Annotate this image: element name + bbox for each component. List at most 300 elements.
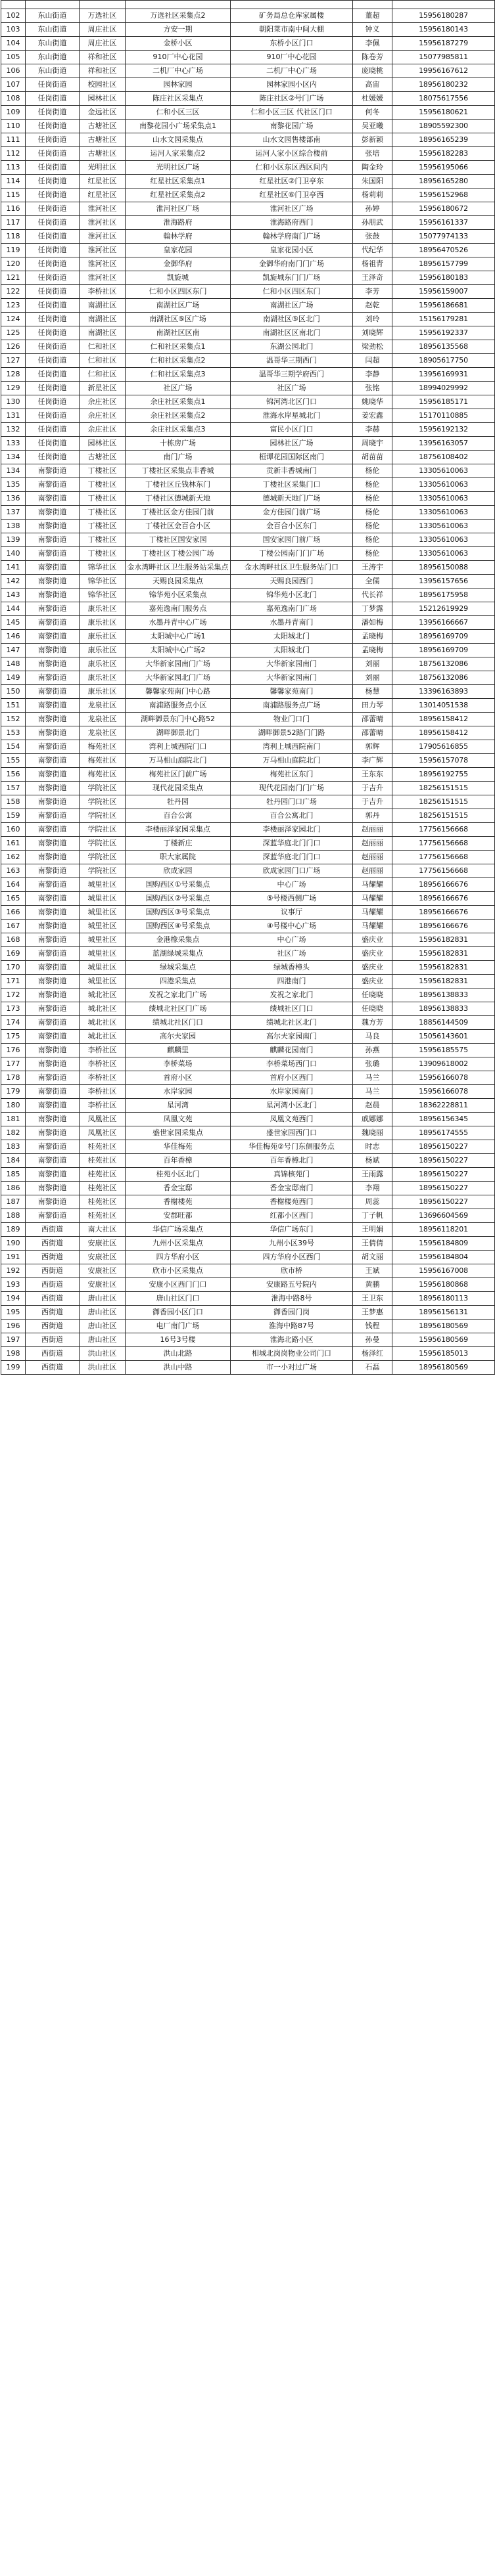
- cell-location: 朝阳菜市南中间大棚: [231, 23, 353, 37]
- cell-phone: 18956156131: [392, 1306, 495, 1320]
- cell-point: 牡丹园: [126, 795, 231, 809]
- cell-no: 146: [1, 630, 26, 644]
- cell-empty: [353, 1, 392, 9]
- cell-community: 梅苑社区: [80, 768, 126, 782]
- cell-street: 南黎街道: [26, 933, 80, 947]
- cell-point: 910厂中心花园: [126, 51, 231, 64]
- cell-community: 李桥社区: [80, 1057, 126, 1071]
- cell-no: 128: [1, 368, 26, 382]
- cell-point: 南黎花园小广场采集点1: [126, 120, 231, 133]
- cell-phone: 15956161337: [392, 216, 495, 230]
- cell-contact: 朱国阳: [353, 175, 392, 189]
- table-row: [1, 354, 495, 368]
- cell-phone: 18756132086: [392, 657, 495, 671]
- cell-no: 151: [1, 699, 26, 713]
- cell-location: 四方华府小区西门: [231, 1251, 353, 1264]
- cell-street: 南黎街道: [26, 1057, 80, 1071]
- cell-street: 任岗街道: [26, 285, 80, 299]
- cell-point: 水墨丹青中心广场: [126, 616, 231, 630]
- table-row: [1, 92, 495, 106]
- cell-street: 任岗街道: [26, 106, 80, 120]
- cell-contact: 于吉升: [353, 795, 392, 809]
- cell-community: 李桥社区: [80, 285, 126, 299]
- cell-contact: 姜宏鑫: [353, 409, 392, 423]
- cell-street: 西街道: [26, 1264, 80, 1278]
- cell-phone: 18256151515: [392, 782, 495, 795]
- cell-phone: 18956150227: [392, 1195, 495, 1209]
- cell-point: 李桥菜场: [126, 1057, 231, 1071]
- cell-location: 百年香樟北门: [231, 1154, 353, 1168]
- table-row: [1, 1237, 495, 1251]
- cell-point: 16号3号楼: [126, 1333, 231, 1347]
- cell-point: 淮海路府: [126, 216, 231, 230]
- cell-street: 南黎街道: [26, 878, 80, 892]
- cell-point: 李楼丽泽家园采集点: [126, 823, 231, 837]
- table-row: [1, 147, 495, 161]
- cell-community: 桂苑社区: [80, 1209, 126, 1223]
- cell-community: 康乐社区: [80, 630, 126, 644]
- cell-phone: 15956180287: [392, 9, 495, 23]
- cell-point: 香金宝邸: [126, 1182, 231, 1195]
- table-row: [1, 602, 495, 616]
- cell-community: 红星社区: [80, 175, 126, 189]
- cell-location: ④号楼中心广场: [231, 920, 353, 933]
- table-row: [1, 244, 495, 257]
- cell-point: 九州小区采集点: [126, 1237, 231, 1251]
- cell-no: 183: [1, 1140, 26, 1154]
- cell-contact: 戚娜娜: [353, 1113, 392, 1126]
- cell-phone: 15956195066: [392, 161, 495, 175]
- cell-contact: 杨伦: [353, 520, 392, 533]
- cell-no: 167: [1, 920, 26, 933]
- cell-point: 仁和小区四区东门: [126, 285, 231, 299]
- cell-phone: 15956180569: [392, 1333, 495, 1347]
- cell-point: 洪山北路: [126, 1347, 231, 1361]
- cell-point: 电厂南门广场: [126, 1320, 231, 1333]
- cell-phone: 15956184809: [392, 1237, 495, 1251]
- cell-phone: 18956150088: [392, 561, 495, 575]
- cell-location: 翰林学府南门广场: [231, 230, 353, 244]
- cell-no: 164: [1, 878, 26, 892]
- cell-contact: 杨祖青: [353, 257, 392, 271]
- cell-contact: 杨伦: [353, 533, 392, 547]
- cell-phone: 18856144509: [392, 1016, 495, 1030]
- cell-location: 金百合小区东门: [231, 520, 353, 533]
- cell-location: 温哥华三期学府西门: [231, 368, 353, 382]
- cell-phone: 18956166676: [392, 920, 495, 933]
- cell-community: 光明社区: [80, 161, 126, 175]
- cell-street: 南黎街道: [26, 1209, 80, 1223]
- cell-phone: 18956158412: [392, 726, 495, 740]
- cell-street: 南黎街道: [26, 1140, 80, 1154]
- cell-community: 南大社区: [80, 1223, 126, 1237]
- cell-point: 百年香樟: [126, 1154, 231, 1168]
- cell-no: 125: [1, 326, 26, 340]
- cell-empty: [392, 1, 495, 9]
- cell-point: 华信广场采集点: [126, 1223, 231, 1237]
- cell-street: 南黎街道: [26, 1168, 80, 1182]
- cell-street: 南黎街道: [26, 809, 80, 823]
- cell-community: 洪山社区: [80, 1361, 126, 1375]
- cell-contact: 马耀耀: [353, 920, 392, 933]
- cell-point: 淮河社区广场: [126, 202, 231, 216]
- cell-community: 南湖社区: [80, 299, 126, 313]
- cell-phone: 18956158412: [392, 713, 495, 726]
- cell-street: 西街道: [26, 1278, 80, 1292]
- table-row: [1, 644, 495, 657]
- cell-street: 南黎街道: [26, 561, 80, 575]
- cell-street: 西街道: [26, 1361, 80, 1375]
- cell-location: 910厂中心花园: [231, 51, 353, 64]
- cell-contact: 赵丽丽: [353, 851, 392, 864]
- cell-location: 淮海路府西门: [231, 216, 353, 230]
- cell-phone: 15956185171: [392, 395, 495, 409]
- table-row: [1, 437, 495, 451]
- cell-point: 丁楼新庄: [126, 837, 231, 851]
- table-row: [1, 533, 495, 547]
- table-row: [1, 120, 495, 133]
- table-row: [1, 1002, 495, 1016]
- cell-phone: 17756156668: [392, 864, 495, 878]
- cell-phone: 15956152968: [392, 189, 495, 202]
- cell-community: 校园社区: [80, 78, 126, 92]
- cell-contact: 郭辉: [353, 740, 392, 754]
- cell-street: 南黎街道: [26, 1085, 80, 1099]
- cell-point: 湖畔御景东门中心路52: [126, 713, 231, 726]
- cell-location: 东桥小区门口: [231, 37, 353, 51]
- cell-point: 洪山中路: [126, 1361, 231, 1375]
- cell-location: 湾利上城西院南门: [231, 740, 353, 754]
- cell-point: 发祝之家北门广场: [126, 988, 231, 1002]
- cell-street: 南黎街道: [26, 1016, 80, 1030]
- cell-point: 锦华苑小区采集点: [126, 588, 231, 602]
- cell-street: 任岗街道: [26, 409, 80, 423]
- table-row: [1, 795, 495, 809]
- cell-point: 金港橡采集点: [126, 933, 231, 947]
- cell-phone: 13956166667: [392, 616, 495, 630]
- cell-contact: 闫超: [353, 354, 392, 368]
- cell-contact: 王斌: [353, 1264, 392, 1278]
- cell-phone: 15956182831: [392, 961, 495, 975]
- cell-phone: 15212619929: [392, 602, 495, 616]
- table-row: [1, 1154, 495, 1168]
- cell-street: 南黎街道: [26, 1099, 80, 1113]
- cell-community: 城里社区: [80, 947, 126, 961]
- table-row: [1, 1085, 495, 1099]
- cell-phone: 18956180569: [392, 1361, 495, 1375]
- cell-contact: 杨伦: [353, 506, 392, 520]
- cell-community: 安康社区: [80, 1264, 126, 1278]
- cell-contact: 杨莉莉: [353, 189, 392, 202]
- cell-community: 丁楼社区: [80, 478, 126, 492]
- cell-street: 西街道: [26, 1292, 80, 1306]
- cell-community: 锦华社区: [80, 588, 126, 602]
- table-row: [1, 1209, 495, 1223]
- cell-street: 任岗街道: [26, 271, 80, 285]
- cell-community: 丁楼社区: [80, 547, 126, 561]
- cell-location: 高尔夫家园南门: [231, 1030, 353, 1044]
- cell-point: 金水湾畔社区卫生服务站采集点: [126, 561, 231, 575]
- table-row: [1, 1168, 495, 1182]
- cell-street: 南黎街道: [26, 988, 80, 1002]
- cell-point: 丁楼社区国安家园: [126, 533, 231, 547]
- cell-phone: 13956157656: [392, 575, 495, 588]
- cell-contact: 任晓晓: [353, 988, 392, 1002]
- cell-location: 李桥菜场西门口: [231, 1057, 353, 1071]
- cell-phone: 15156179281: [392, 313, 495, 326]
- cell-community: 洪山社区: [80, 1347, 126, 1361]
- cell-point: 绩城北社区门广场: [126, 1002, 231, 1016]
- cell-no: 184: [1, 1154, 26, 1168]
- cell-location: 红星社区②门卫亭东: [231, 175, 353, 189]
- cell-location: 南湖社区广场: [231, 299, 353, 313]
- cell-phone: 18075617556: [392, 92, 495, 106]
- cell-location: 贡新丰香城南门: [231, 464, 353, 478]
- cell-point: 凤凰文苑: [126, 1113, 231, 1126]
- cell-contact: 胡文丽: [353, 1251, 392, 1264]
- cell-point: 丁楼社区金方佳园门前: [126, 506, 231, 520]
- cell-community: 红星社区: [80, 189, 126, 202]
- cell-community: 康乐社区: [80, 644, 126, 657]
- cell-phone: 15956157078: [392, 754, 495, 768]
- cell-contact: 刘玲: [353, 313, 392, 326]
- cell-location: ⑤号楼西侧广场: [231, 892, 353, 906]
- cell-point: 十栋房广场: [126, 437, 231, 451]
- cell-contact: 王涛宇: [353, 561, 392, 575]
- cell-no: 147: [1, 644, 26, 657]
- cell-location: 南黎花园广场: [231, 120, 353, 133]
- cell-street: 西街道: [26, 1333, 80, 1347]
- cell-contact: 于吉升: [353, 782, 392, 795]
- cell-phone: 15956180183: [392, 271, 495, 285]
- cell-point: 丁楼社区丘钱林东门: [126, 478, 231, 492]
- cell-community: 唐山社区: [80, 1333, 126, 1347]
- cell-no: 121: [1, 271, 26, 285]
- table-row: [1, 671, 495, 685]
- cell-location: 金御华府南门门广场: [231, 257, 353, 271]
- cell-no: 153: [1, 726, 26, 740]
- cell-location: 星河湾小区北门: [231, 1099, 353, 1113]
- cell-street: 任岗街道: [26, 161, 80, 175]
- cell-community: 淮河社区: [80, 202, 126, 216]
- cell-point: 仁和小区三区: [126, 106, 231, 120]
- cell-phone: 13396163893: [392, 685, 495, 699]
- cell-point: 湾利上城西院门口: [126, 740, 231, 754]
- table-row: [1, 37, 495, 51]
- cell-phone: 15956182831: [392, 947, 495, 961]
- cell-community: 唐山社区: [80, 1306, 126, 1320]
- cell-location: 凯旋城东门门广场: [231, 271, 353, 285]
- cell-community: 康乐社区: [80, 602, 126, 616]
- cell-phone: 18956169709: [392, 630, 495, 644]
- cell-community: 南湖社区: [80, 313, 126, 326]
- cell-community: 城里社区: [80, 878, 126, 892]
- cell-point: 余庄社区采集点1: [126, 395, 231, 409]
- cell-street: 南黎街道: [26, 1113, 80, 1126]
- cell-contact: 赵丽丽: [353, 823, 392, 837]
- cell-no: 166: [1, 906, 26, 920]
- cell-street: 任岗街道: [26, 326, 80, 340]
- cell-empty: [26, 1, 80, 9]
- cell-community: 淮河社区: [80, 216, 126, 230]
- cell-no: 106: [1, 64, 26, 78]
- cell-phone: 15956180672: [392, 202, 495, 216]
- cell-contact: 庞晓桃: [353, 64, 392, 78]
- cell-location: 园林社区广场: [231, 437, 353, 451]
- table-row: [1, 478, 495, 492]
- cell-location: 仁和小区东区西区间内: [231, 161, 353, 175]
- cell-location: 相城北岗岗物业公司门口: [231, 1347, 353, 1361]
- cell-no: 181: [1, 1113, 26, 1126]
- cell-community: 古塘社区: [80, 120, 126, 133]
- cell-location: 牡丹园门口广场: [231, 795, 353, 809]
- cell-community: 凤凰社区: [80, 1113, 126, 1126]
- cell-point: 万选社区采集点2: [126, 9, 231, 23]
- table-row: [1, 285, 495, 299]
- cell-point: 安康小区西门门口: [126, 1278, 231, 1292]
- table-row: [1, 520, 495, 533]
- cell-location: 绩城北社区北门: [231, 1016, 353, 1030]
- cell-point: 余庄社区采集点3: [126, 423, 231, 437]
- cell-no: 114: [1, 175, 26, 189]
- cell-no: 193: [1, 1278, 26, 1292]
- cell-location: 欣市桥: [231, 1264, 353, 1278]
- cell-location: 深蓝华庭北门门口: [231, 851, 353, 864]
- cell-street: 南黎街道: [26, 685, 80, 699]
- cell-community: 城里社区: [80, 920, 126, 933]
- cell-community: 仁和社区: [80, 354, 126, 368]
- cell-phone: 18956150227: [392, 1182, 495, 1195]
- cell-no: 198: [1, 1347, 26, 1361]
- table-row: [1, 1195, 495, 1209]
- cell-point: 陈庄社区采集点: [126, 92, 231, 106]
- cell-no: 145: [1, 616, 26, 630]
- cell-location: 盛世家园西门口: [231, 1126, 353, 1140]
- cell-contact: 李佩: [353, 37, 392, 51]
- cell-contact: 杨斌: [353, 1154, 392, 1168]
- cell-street: 南黎街道: [26, 837, 80, 851]
- cell-phone: 15956185013: [392, 1347, 495, 1361]
- cell-phone: 13956163057: [392, 437, 495, 451]
- cell-phone: 15956192337: [392, 326, 495, 340]
- cell-point: 红星社区采集点2: [126, 189, 231, 202]
- cell-no: 165: [1, 892, 26, 906]
- cell-no: 134: [1, 451, 26, 464]
- cell-no: 118: [1, 230, 26, 244]
- cell-location: 华佳梅苑②号门东侧服务点: [231, 1140, 353, 1154]
- cell-street: 任岗街道: [26, 299, 80, 313]
- cell-no: 160: [1, 823, 26, 837]
- cell-phone: 13305610063: [392, 547, 495, 561]
- cell-phone: 18256151515: [392, 809, 495, 823]
- cell-contact: 周蕊: [353, 1195, 392, 1209]
- cell-contact: 石磊: [353, 1361, 392, 1375]
- cell-community: 桂苑社区: [80, 1140, 126, 1154]
- cell-point: 太阳城中心广场1: [126, 630, 231, 644]
- cell-no: 139: [1, 533, 26, 547]
- cell-phone: 18362228811: [392, 1099, 495, 1113]
- cell-street: 任岗街道: [26, 189, 80, 202]
- cell-street: 南黎街道: [26, 947, 80, 961]
- cell-point: 绩城北社区门口: [126, 1016, 231, 1030]
- cell-street: 任岗街道: [26, 354, 80, 368]
- cell-contact: 陈卷芳: [353, 51, 392, 64]
- table-row: [1, 1113, 495, 1126]
- cell-contact: 马兰: [353, 1085, 392, 1099]
- cell-street: 南黎街道: [26, 961, 80, 975]
- cell-phone: 18756132086: [392, 671, 495, 685]
- cell-street: 任岗街道: [26, 437, 80, 451]
- cell-location: 首府小区西门: [231, 1071, 353, 1085]
- cell-location: 淮海水岸星城北门: [231, 409, 353, 423]
- cell-phone: 18956180569: [392, 1320, 495, 1333]
- table-row: [1, 1251, 495, 1264]
- cell-location: 梅苑社区东门: [231, 768, 353, 782]
- cell-street: 东山街道: [26, 37, 80, 51]
- cell-community: 唐山社区: [80, 1320, 126, 1333]
- cell-community: 锦华社区: [80, 561, 126, 575]
- table-row: [1, 1182, 495, 1195]
- table-row: [1, 299, 495, 313]
- table-row: [1, 9, 495, 23]
- cell-street: 东山街道: [26, 64, 80, 78]
- cell-street: 南黎街道: [26, 671, 80, 685]
- cell-street: 任岗街道: [26, 451, 80, 464]
- cell-point: 御香园小区门口: [126, 1306, 231, 1320]
- cell-street: 南黎街道: [26, 920, 80, 933]
- cell-street: 南黎街道: [26, 864, 80, 878]
- cell-phone: 17756156668: [392, 837, 495, 851]
- cell-no: 108: [1, 92, 26, 106]
- cell-location: 南湖社区⑤区北门: [231, 313, 353, 326]
- cell-phone: 15956187279: [392, 37, 495, 51]
- cell-contact: 陶金玲: [353, 161, 392, 175]
- cell-contact: 刘晓辉: [353, 326, 392, 340]
- cell-community: 园林社区: [80, 437, 126, 451]
- table-row: [1, 809, 495, 823]
- cell-community: 淮河社区: [80, 257, 126, 271]
- cell-no: 119: [1, 244, 26, 257]
- cell-location: 社区广场: [231, 947, 353, 961]
- cell-street: 南黎街道: [26, 492, 80, 506]
- cell-community: 梅苑社区: [80, 740, 126, 754]
- cell-location: 欣成家园门口广场: [231, 864, 353, 878]
- cell-street: 南黎街道: [26, 588, 80, 602]
- cell-street: 南黎街道: [26, 520, 80, 533]
- cell-no: 107: [1, 78, 26, 92]
- table-row: [1, 506, 495, 520]
- cell-location: 香榭楼苑西门: [231, 1195, 353, 1209]
- table-row: [1, 616, 495, 630]
- table-row: [1, 271, 495, 285]
- cell-no: 185: [1, 1168, 26, 1182]
- cell-contact: 孙曼: [353, 1333, 392, 1347]
- cell-phone: 18956150227: [392, 1140, 495, 1154]
- cell-community: 丁楼社区: [80, 520, 126, 533]
- cell-phone: 13305610063: [392, 464, 495, 478]
- cell-street: 南黎街道: [26, 713, 80, 726]
- cell-community: 新星社区: [80, 382, 126, 395]
- cell-community: 龙泉社区: [80, 699, 126, 713]
- cell-location: 中心广场: [231, 933, 353, 947]
- cell-location: 水墨丹青南门: [231, 616, 353, 630]
- cell-empty: [126, 1, 231, 9]
- table-row: [1, 1140, 495, 1154]
- cell-contact: 杨伦: [353, 478, 392, 492]
- cell-street: 任岗街道: [26, 382, 80, 395]
- cell-community: 仁和社区: [80, 340, 126, 354]
- cell-point: 仁和社区采集点3: [126, 368, 231, 382]
